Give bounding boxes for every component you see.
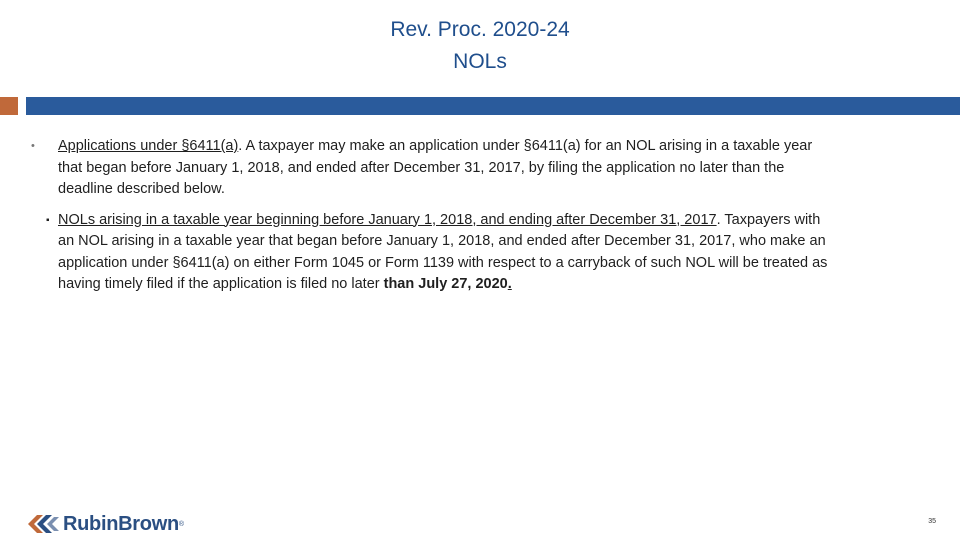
title-line-1: Rev. Proc. 2020-24 [390,18,570,41]
accent-square [0,97,18,115]
page-number: 35 [928,518,936,525]
title-divider-bar [26,97,960,115]
deadline-text: than July 27, 2020 [383,276,508,292]
logo-wordmark: RubinBrown [63,512,179,535]
logo-registered-mark: ® [178,520,185,528]
bullet-heading: Applications under §6411(a) [58,138,239,154]
title-line-2: NOLs [453,50,507,73]
sub-bullet-heading: NOLs arising in a taxable year beginning before January 1, 2018, and ending after December 31, 2017 [58,211,717,228]
square-bullet-icon: ▪ [46,214,50,226]
rubinbrown-logo [28,510,184,538]
slide-body [28,136,828,296]
logo-chevron-icon [28,514,60,534]
slide-title [0,14,960,78]
deadline-suffix: . [507,276,512,292]
sub-bullet-item [28,210,828,296]
bullet-item [28,136,828,201]
sub-bullet-heading-suffix: . [716,211,721,228]
bullet-dot-icon: • [31,140,35,152]
bullet-body: A taxpayer may make an application under §6411(a) for an NOL arising in a taxable year that began before January 1, 2018, and ended after December 31, 2017, by filing the application no later than the deadline described below. [58,138,813,197]
bullet-heading-suffix: . [238,138,243,154]
sub-bullet-body: Taxpayers with an NOL arising in a taxable year that began before January 1, 2018, and ended after December 31, 2017, who make an application under §6411(a) on either Form 1045 or Form 1139 with respect to a carryback of such NOL will be treated as having timely filed if the application is filed no later [58,211,828,292]
